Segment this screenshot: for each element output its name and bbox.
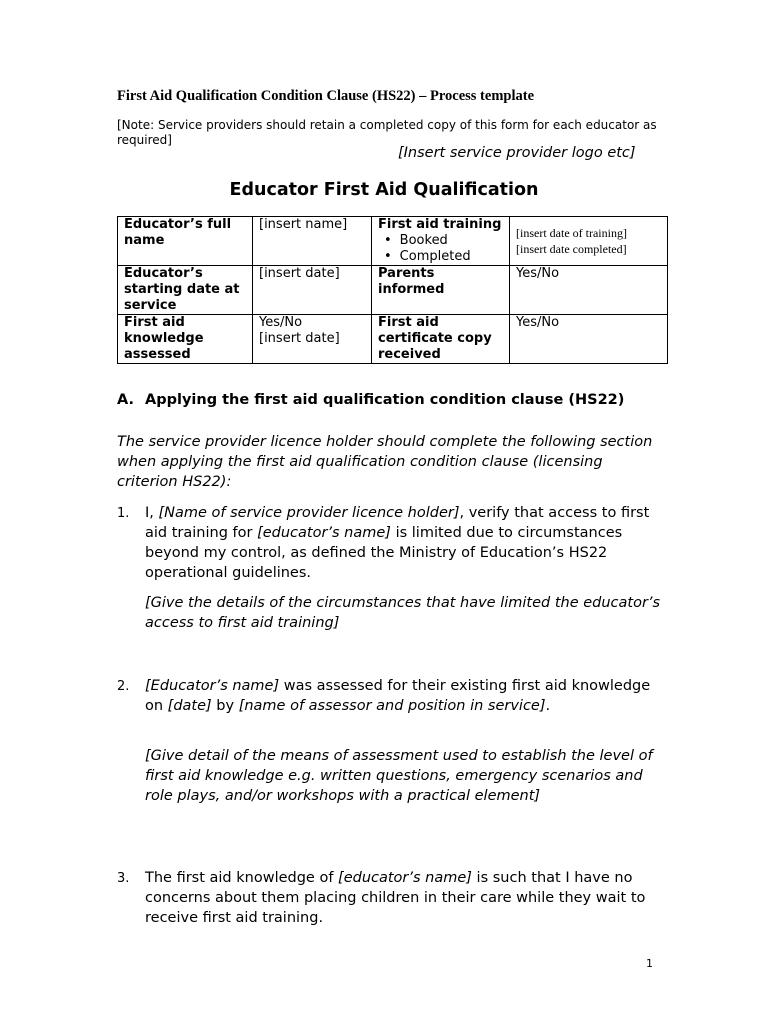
table-row (118, 217, 668, 266)
value-training-date: [insert date of training] (516, 226, 627, 240)
label-knowledge-assessed: First aid knowledge assessed (124, 315, 204, 362)
item-3-text (145, 868, 665, 928)
value-assessed-date: [insert date] (259, 331, 340, 346)
item-number: 3. (117, 871, 130, 886)
section-a-title: Applying the first aid qualification condition clause (HS22) (145, 392, 625, 408)
label-first-aid-training: First aid training (378, 217, 502, 232)
list-item: • Completed (384, 249, 503, 265)
table-row (118, 266, 668, 315)
list-item: • Booked (384, 233, 503, 249)
table-cell (510, 217, 668, 266)
item-1-detail: [Give the details of the circumstances that have limited the educator’s access to first aid training] (145, 595, 661, 631)
placeholder-assessor: [name of assessor and position in service] (238, 698, 546, 714)
table-cell (118, 266, 253, 315)
placeholder-licence-holder: [Name of service provider licence holder] (158, 505, 460, 521)
value-parents-informed: Yes/No (516, 266, 560, 281)
text-run: is such that I have no concerns about them placing children in their care while they wait to receive first aid training. (145, 870, 646, 926)
text-run: , verify that access to first aid training for (145, 505, 650, 541)
item-1-text (145, 503, 665, 583)
value-name: [insert name] (259, 217, 348, 232)
table-cell (510, 315, 668, 364)
text-run: is limited due to circumstances beyond my control, as defined the Ministry of Education’s HS22 operational guidelines. (145, 525, 623, 581)
page-number: 1 (646, 957, 653, 970)
item-2-detail: [Give detail of the means of assessment used to establish the level of first aid knowledge e.g. written questions, emergency scenarios and role plays, and/or workshops with a practical element] (145, 748, 653, 804)
text-run: I, (145, 505, 159, 521)
table-cell (510, 266, 668, 315)
qualification-table (117, 216, 668, 364)
placeholder-educator-name: [Educator’s name] (145, 678, 280, 694)
retention-note: [Note: Service providers should retain a completed copy of this form for each educator as required] (117, 118, 657, 147)
value-starting-date: [insert date] (259, 266, 340, 281)
logo-placeholder: [Insert service provider logo etc] (398, 145, 636, 161)
value-certificate-received: Yes/No (516, 315, 560, 330)
item-number: 2. (117, 679, 130, 694)
section-a-letter: A. (117, 392, 134, 408)
main-heading (0, 180, 770, 200)
label-starting-date: Educator’s starting date at service (124, 266, 240, 313)
table-cell (372, 266, 510, 315)
item-2-text (145, 676, 665, 716)
table-cell (118, 315, 253, 364)
table-row (118, 315, 668, 364)
table-cell (253, 266, 372, 315)
placeholder-date: [date] (167, 698, 212, 714)
placeholder-educator-name: [educator’s name] (257, 525, 391, 541)
table-cell (118, 217, 253, 266)
text-run: The first aid knowledge of (145, 870, 339, 886)
table-cell (372, 217, 510, 266)
document-title: First Aid Qualification Condition Clause (HS22) – Process template (117, 88, 535, 104)
main-heading-text: Educator First Aid Qualification (229, 180, 539, 200)
label-parents-informed: Parents informed (378, 266, 445, 297)
text-run: by (211, 698, 239, 714)
placeholder-educator-name: [educator’s name] (338, 870, 472, 886)
label-certificate-received: First aid certificate copy received (378, 315, 492, 362)
table-cell (372, 315, 510, 364)
label-full-name: Educator’s full name (124, 217, 232, 248)
value-assessed-yes-no: Yes/No (259, 315, 303, 330)
section-a-intro: The service provider licence holder should complete the following section when applying the first aid qualification condition clause (licensing criterion HS22): (117, 434, 653, 490)
text-run: . (545, 698, 551, 714)
table-cell (253, 217, 372, 266)
text-run: was assessed for their existing first aid knowledge on (145, 678, 651, 714)
value-completed-date: [insert date completed] (516, 242, 627, 256)
table-cell (253, 315, 372, 364)
item-number: 1. (117, 506, 130, 521)
training-status-list (378, 233, 503, 265)
